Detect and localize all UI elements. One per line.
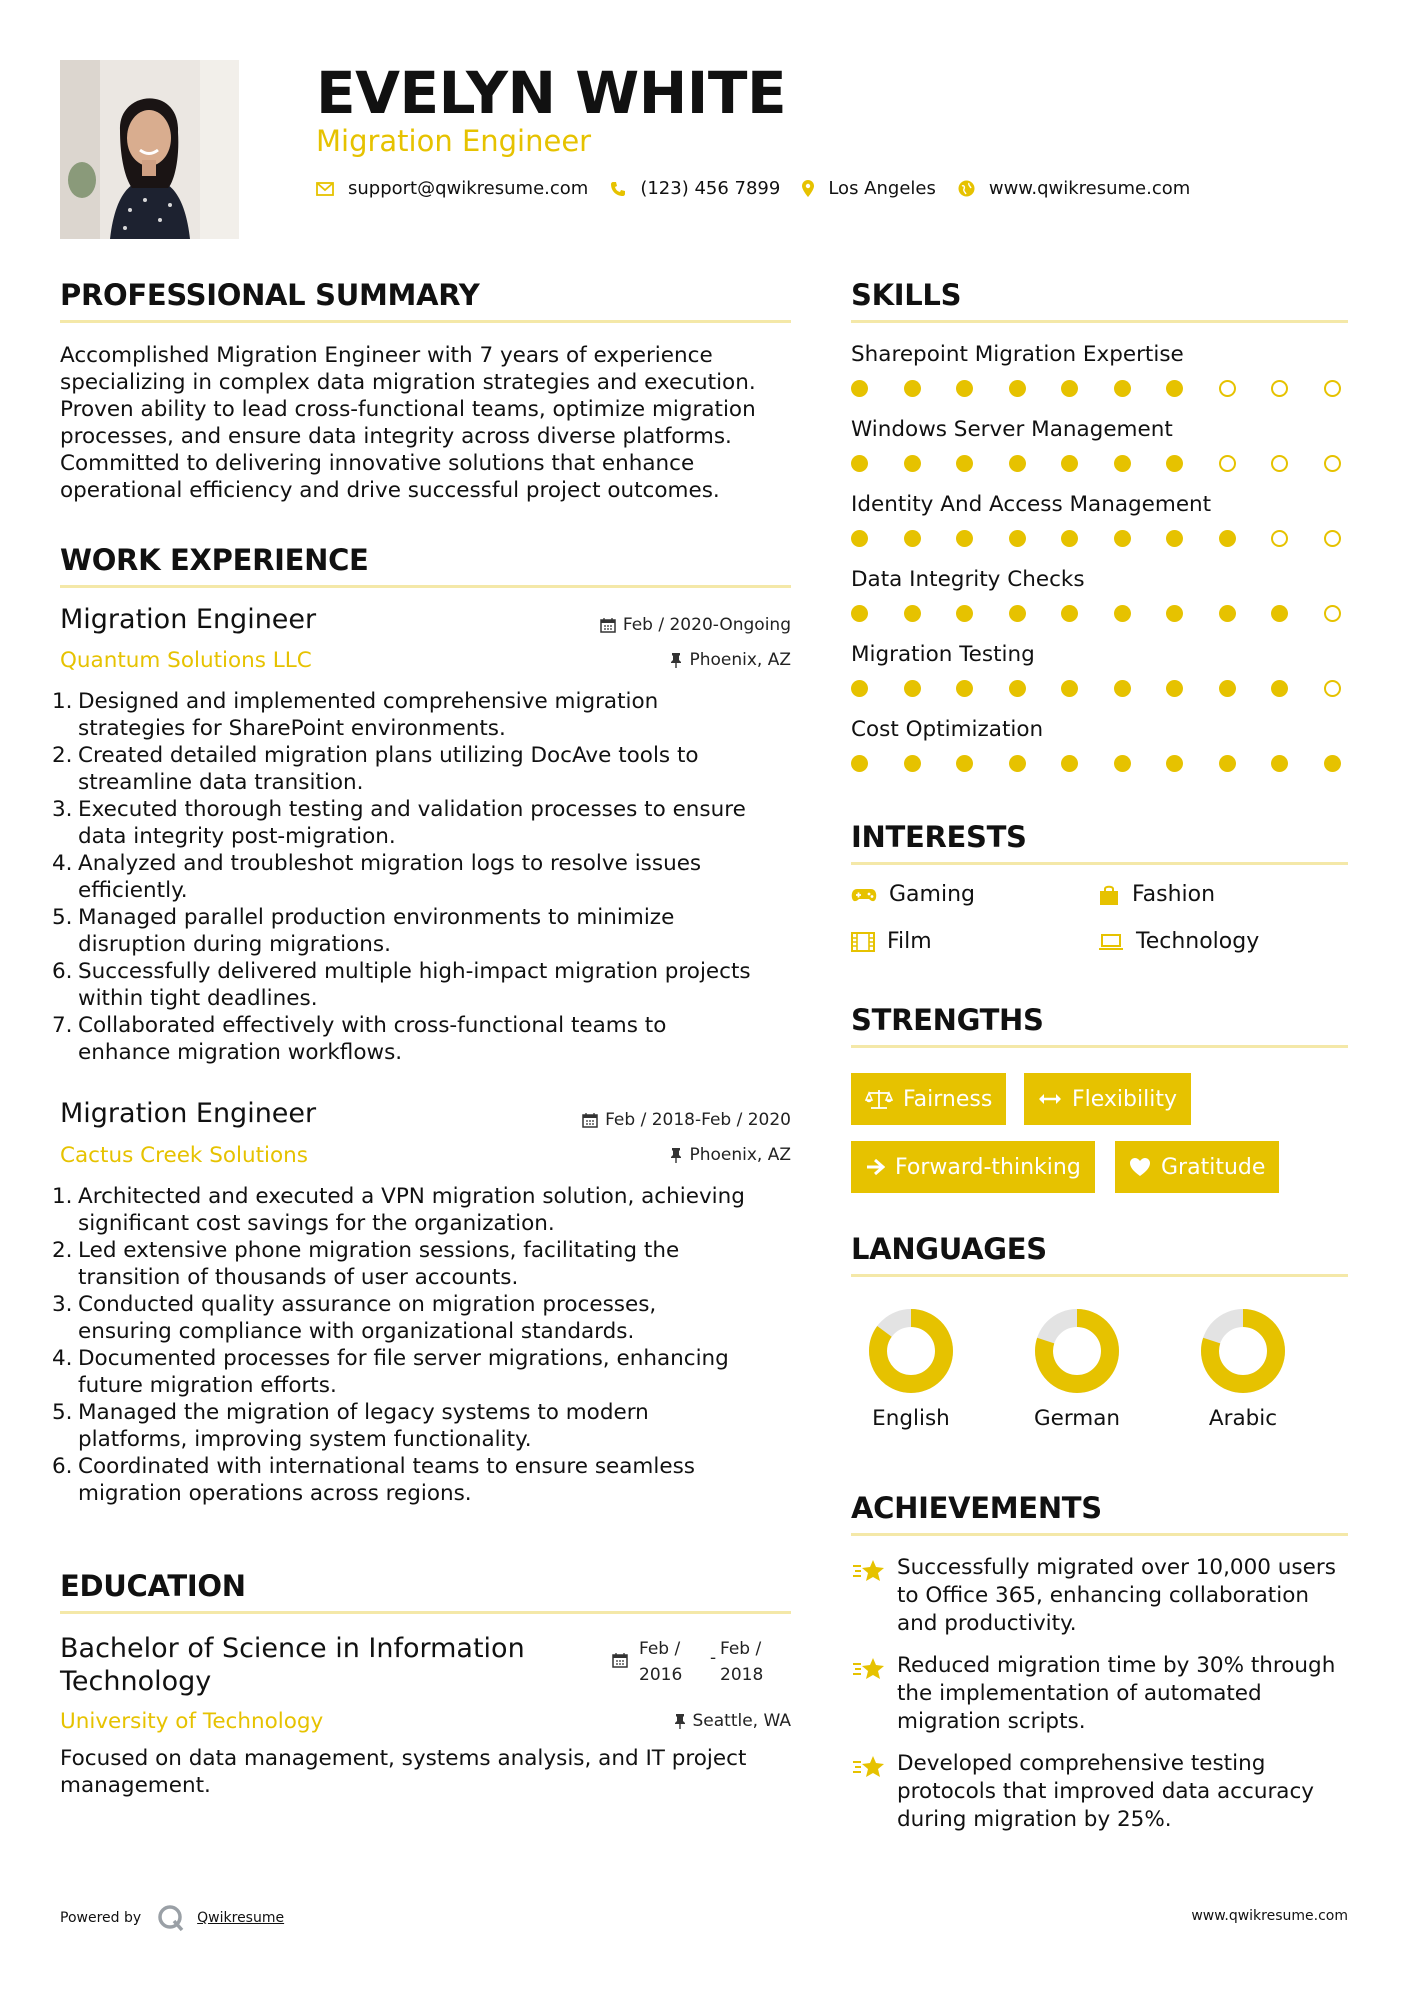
skill-dot-filled bbox=[1009, 680, 1026, 697]
job-location: Phoenix, AZ bbox=[670, 1145, 791, 1165]
strength-chip: Fairness bbox=[851, 1073, 1006, 1125]
candidate-name: EVELYN WHITE bbox=[316, 59, 787, 127]
skill-dot-filled bbox=[1114, 755, 1131, 772]
skill-dot-filled bbox=[1114, 605, 1131, 622]
skill-row bbox=[851, 567, 1341, 642]
list-item: 3. Executed thorough testing and validation processes to ensure data integrity post-migration. bbox=[52, 797, 746, 849]
list-item: 3. Conducted quality assurance on migration processes, ensuring compliance with organizational standards. bbox=[52, 1292, 657, 1344]
skill-dot-filled bbox=[904, 755, 921, 772]
skill-dot-filled bbox=[1166, 380, 1183, 397]
skill-label: Data Integrity Checks bbox=[851, 567, 1085, 592]
strength-chip: Forward-thinking bbox=[851, 1141, 1095, 1193]
list-item: 1. Designed and implemented comprehensive migration strategies for SharePoint environments. bbox=[52, 689, 659, 741]
contact-location: Los Angeles bbox=[802, 178, 936, 199]
interest-fashion: Fashion bbox=[1098, 882, 1215, 907]
skill-dot-filled bbox=[1009, 755, 1026, 772]
list-item: 6. Coordinated with international teams to ensure seamless migration operations across regions. bbox=[52, 1454, 695, 1506]
job-bullets bbox=[52, 688, 800, 1066]
skill-dot-filled bbox=[956, 755, 973, 772]
list-item: 1. Architected and executed a VPN migration solution, achieving significant cost savings for the organization. bbox=[52, 1184, 745, 1236]
school-name: University of Technology bbox=[60, 1709, 324, 1734]
skill-dot-filled bbox=[1324, 755, 1341, 772]
achievement-item: Successfully migrated over 10,000 users to Office 365, enhancing collaboration and productivity. bbox=[851, 1554, 1351, 1638]
envelope-icon bbox=[316, 182, 334, 196]
qwikresume-logo-icon bbox=[157, 1904, 185, 1932]
skill-label: Sharepoint Migration Expertise bbox=[851, 342, 1184, 367]
calendar-icon bbox=[582, 1112, 598, 1128]
skills-divider bbox=[851, 320, 1348, 323]
language-label: Arabic bbox=[1208, 1406, 1278, 1431]
skill-dot-empty bbox=[1324, 530, 1341, 547]
calendar-icon bbox=[600, 617, 616, 633]
achievement-item: Reduced migration time by 30% through the implementation of automated migration scripts. bbox=[851, 1652, 1351, 1736]
skill-dot-filled bbox=[904, 605, 921, 622]
skill-dot-filled bbox=[851, 755, 868, 772]
contact-bar bbox=[316, 178, 1212, 199]
skill-dot-filled bbox=[956, 605, 973, 622]
skill-dot-filled bbox=[851, 530, 868, 547]
language-label: English bbox=[872, 1406, 950, 1431]
skill-row bbox=[851, 642, 1341, 717]
skill-dot-filled bbox=[1061, 455, 1078, 472]
skill-dot-filled bbox=[1166, 680, 1183, 697]
pushpin-icon bbox=[670, 652, 682, 668]
skill-label: Windows Server Management bbox=[851, 417, 1173, 442]
job-title: Migration Engineer bbox=[60, 1098, 317, 1129]
list-item: 7. Collaborated effectively with cross-functional teams to enhance migration workflows. bbox=[52, 1013, 667, 1065]
language-ring bbox=[1017, 1308, 1137, 1394]
skill-dot-empty bbox=[1219, 380, 1236, 397]
interests-divider bbox=[851, 862, 1348, 865]
heart-icon bbox=[1129, 1157, 1151, 1177]
skill-dot-filled bbox=[851, 380, 868, 397]
skill-dot-filled bbox=[1219, 755, 1236, 772]
footer-powered: Powered by Qwikresume bbox=[60, 1904, 284, 1932]
language-item bbox=[851, 1308, 971, 1431]
skill-dot-filled bbox=[904, 530, 921, 547]
skill-rating bbox=[851, 605, 1341, 622]
interest-gaming: Gaming bbox=[851, 882, 975, 907]
skill-dot-filled bbox=[1219, 605, 1236, 622]
skill-row bbox=[851, 492, 1341, 567]
list-item: 4. Analyzed and troubleshot migration logs to resolve issues efficiently. bbox=[52, 851, 702, 903]
job-bullets bbox=[52, 1183, 800, 1507]
summary-heading: PROFESSIONAL SUMMARY bbox=[60, 278, 480, 312]
language-label: German bbox=[1033, 1406, 1121, 1431]
summary-divider bbox=[60, 320, 791, 323]
skill-dot-empty bbox=[1271, 530, 1288, 547]
skill-dot-empty bbox=[1324, 680, 1341, 697]
phone-icon bbox=[610, 181, 626, 197]
list-item: 2. Created detailed migration plans utilizing DocAve tools to streamline data transition. bbox=[52, 743, 699, 795]
degree-title: Bachelor of Science in Information Technology bbox=[60, 1633, 525, 1697]
contact-email[interactable]: support@qwikresume.com bbox=[316, 178, 588, 199]
interest-technology: Technology bbox=[1098, 929, 1259, 954]
skill-dot-filled bbox=[1166, 755, 1183, 772]
strength-chip: Gratitude bbox=[1115, 1141, 1279, 1193]
globe-icon bbox=[958, 180, 975, 197]
education-heading: EDUCATION bbox=[60, 1569, 246, 1603]
map-pin-icon bbox=[802, 180, 814, 197]
arrows-horizontal-icon bbox=[1038, 1092, 1062, 1106]
achievements-divider bbox=[851, 1533, 1348, 1536]
job-location: Phoenix, AZ bbox=[670, 650, 791, 670]
calendar-icon bbox=[612, 1652, 628, 1668]
skill-dot-filled bbox=[956, 530, 973, 547]
skill-dot-empty bbox=[1324, 455, 1341, 472]
skill-dot-filled bbox=[1219, 530, 1236, 547]
contact-phone[interactable]: (123) 456 7899 bbox=[610, 178, 780, 199]
skill-dot-filled bbox=[956, 680, 973, 697]
skill-rating bbox=[851, 455, 1341, 472]
candidate-title: Migration Engineer bbox=[316, 124, 592, 158]
skill-dot-filled bbox=[1061, 380, 1078, 397]
qwikresume-link[interactable]: Qwikresume bbox=[197, 1910, 285, 1926]
strengths-heading: STRENGTHS bbox=[851, 1003, 1044, 1037]
skill-dot-filled bbox=[956, 455, 973, 472]
strengths-divider bbox=[851, 1045, 1348, 1048]
skill-dot-filled bbox=[904, 680, 921, 697]
footer-site[interactable]: www.qwikresume.com bbox=[1191, 1908, 1348, 1924]
skill-dot-filled bbox=[851, 455, 868, 472]
list-item: 5. Managed the migration of legacy systems to modern platforms, improving system functionality. bbox=[52, 1400, 649, 1452]
film-icon bbox=[851, 932, 875, 952]
star-icon bbox=[851, 1656, 887, 1682]
skill-dot-filled bbox=[1114, 455, 1131, 472]
languages-heading: LANGUAGES bbox=[851, 1232, 1047, 1266]
shopping-bag-icon bbox=[1098, 884, 1120, 906]
star-icon bbox=[851, 1558, 887, 1584]
achievement-item: Developed comprehensive testing protocols that improved data accuracy during migration by 25%. bbox=[851, 1750, 1351, 1834]
strength-chip: Flexibility bbox=[1024, 1073, 1191, 1125]
skill-dot-filled bbox=[1009, 455, 1026, 472]
skill-dot-filled bbox=[1009, 605, 1026, 622]
language-ring bbox=[1183, 1308, 1303, 1394]
skill-dot-filled bbox=[1166, 605, 1183, 622]
education-description: Focused on data management, systems analysis, and IT project management. bbox=[60, 1746, 747, 1798]
skill-dot-filled bbox=[851, 680, 868, 697]
skill-dot-filled bbox=[851, 605, 868, 622]
skill-label: Identity And Access Management bbox=[851, 492, 1212, 517]
star-icon bbox=[851, 1754, 887, 1780]
interest-film: Film bbox=[851, 929, 932, 954]
languages-list bbox=[851, 1308, 1348, 1448]
list-item: 5. Managed parallel production environments to minimize disruption during migrations. bbox=[52, 905, 675, 957]
summary-text: Accomplished Migration Engineer with 7 years of experience specializing in complex data migration strategies and execution. Proven ability to lead cross-functional teams, optimize migration processes, and ensure data integrity across diverse platforms. Committed to delivering innovative solutions that enhance operational efficiency and drive successful project outcomes. bbox=[60, 343, 756, 503]
skill-dot-filled bbox=[1061, 755, 1078, 772]
laptop-icon bbox=[1098, 933, 1124, 951]
skill-dot-filled bbox=[1114, 680, 1131, 697]
work-heading: WORK EXPERIENCE bbox=[60, 543, 369, 577]
language-ring bbox=[851, 1308, 971, 1394]
profile-photo bbox=[60, 60, 239, 239]
contact-website[interactable]: www.qwikresume.com bbox=[958, 178, 1190, 199]
skill-dot-filled bbox=[1271, 755, 1288, 772]
skill-dot-filled bbox=[1271, 680, 1288, 697]
skill-dot-filled bbox=[1114, 530, 1131, 547]
skill-dot-filled bbox=[904, 380, 921, 397]
skill-label: Migration Testing bbox=[851, 642, 1035, 667]
skill-dot-empty bbox=[1219, 455, 1236, 472]
job-title: Migration Engineer bbox=[60, 604, 317, 635]
skill-dot-filled bbox=[1114, 380, 1131, 397]
skill-row bbox=[851, 717, 1341, 792]
skill-dot-filled bbox=[1061, 680, 1078, 697]
work-divider bbox=[60, 585, 791, 588]
list-item: 4. Documented processes for file server migrations, enhancing future migration efforts. bbox=[52, 1346, 729, 1398]
education-divider bbox=[60, 1611, 791, 1614]
skill-row bbox=[851, 342, 1341, 417]
gamepad-icon bbox=[851, 887, 877, 903]
skill-dot-filled bbox=[904, 455, 921, 472]
skill-dot-filled bbox=[1166, 455, 1183, 472]
pushpin-icon bbox=[674, 1713, 686, 1729]
skill-dot-filled bbox=[1061, 530, 1078, 547]
balance-scale-icon bbox=[865, 1088, 893, 1110]
skill-rating bbox=[851, 680, 1341, 697]
skill-rating bbox=[851, 380, 1341, 397]
school-location: Seattle, WA bbox=[674, 1711, 792, 1731]
skill-dot-filled bbox=[1219, 680, 1236, 697]
language-item bbox=[1017, 1308, 1137, 1431]
skill-dot-filled bbox=[1009, 380, 1026, 397]
skill-dot-empty bbox=[1271, 380, 1288, 397]
skill-dot-filled bbox=[956, 380, 973, 397]
skill-dot-empty bbox=[1324, 380, 1341, 397]
interests-heading: INTERESTS bbox=[851, 820, 1027, 854]
arrow-right-icon bbox=[865, 1158, 885, 1176]
skill-row bbox=[851, 417, 1341, 492]
skill-dot-filled bbox=[1271, 605, 1288, 622]
skill-rating bbox=[851, 530, 1341, 547]
languages-divider bbox=[851, 1274, 1348, 1277]
skill-dot-filled bbox=[1061, 605, 1078, 622]
achievements-list bbox=[851, 1554, 1351, 1834]
language-item bbox=[1183, 1308, 1303, 1431]
skill-dot-filled bbox=[1009, 530, 1026, 547]
skill-dot-empty bbox=[1324, 605, 1341, 622]
skill-dot-filled bbox=[1166, 530, 1183, 547]
list-item: 2. Led extensive phone migration sessions, facilitating the transition of thousands of user accounts. bbox=[52, 1238, 680, 1290]
skills-list bbox=[851, 342, 1341, 792]
skill-rating bbox=[851, 755, 1341, 772]
achievements-heading: ACHIEVEMENTS bbox=[851, 1491, 1102, 1525]
skills-heading: SKILLS bbox=[851, 278, 962, 312]
job-company: Cactus Creek Solutions bbox=[60, 1143, 309, 1168]
skill-label: Cost Optimization bbox=[851, 717, 1044, 742]
job-date: Feb / 2018-Feb / 2020 bbox=[582, 1110, 791, 1130]
skill-dot-empty bbox=[1271, 455, 1288, 472]
job-company: Quantum Solutions LLC bbox=[60, 648, 312, 673]
job-date: Feb / 2020-Ongoing bbox=[600, 615, 791, 635]
list-item: 6. Successfully delivered multiple high-impact migration projects within tight deadlines. bbox=[52, 959, 751, 1011]
pushpin-icon bbox=[670, 1147, 682, 1163]
